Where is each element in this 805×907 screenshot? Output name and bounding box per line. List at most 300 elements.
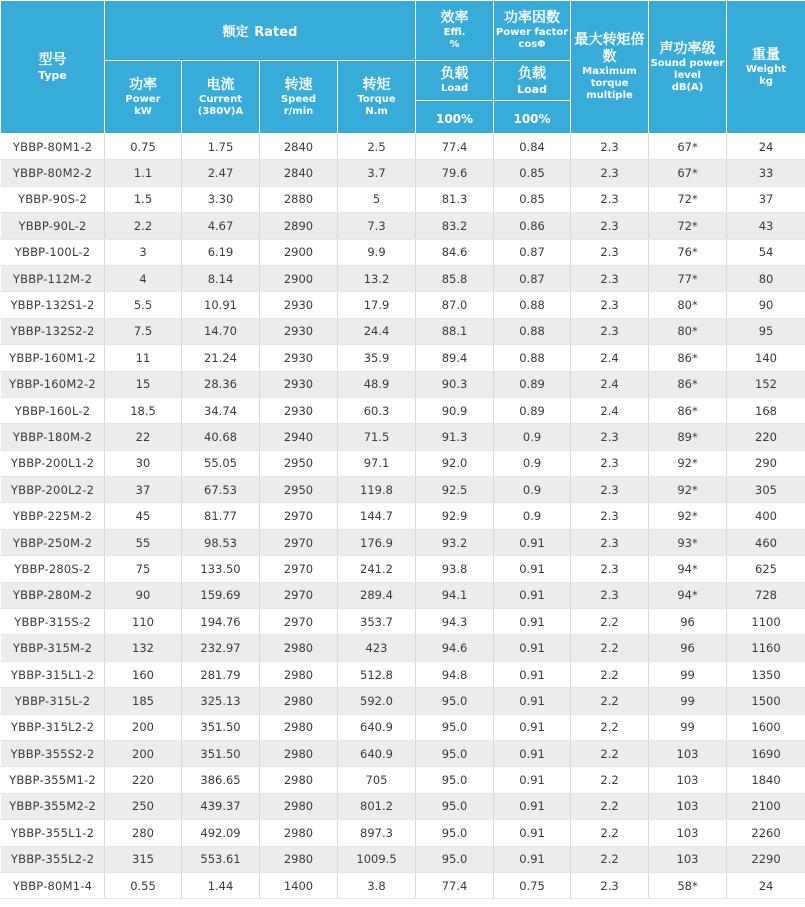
cell-type: YBBP-200L1-2	[1, 450, 105, 476]
cell-torque: 24.4	[338, 318, 416, 344]
cell-power-factor: 0.91	[494, 714, 571, 740]
cell-weight: 2260	[727, 820, 805, 846]
cell-speed: 2970	[260, 529, 338, 555]
cell-speed: 2980	[260, 767, 338, 793]
cell-max-torque: 2.2	[571, 714, 649, 740]
cell-weight: 2100	[727, 793, 805, 819]
header-power: 功率 Power kW	[105, 61, 182, 134]
cell-power-factor: 0.91	[494, 846, 571, 872]
cell-max-torque: 2.3	[571, 424, 649, 450]
cell-torque: 3.7	[338, 160, 416, 186]
cell-speed: 2900	[260, 265, 338, 291]
header-power-factor: 功率因数 Power factor cosΦ	[494, 1, 571, 61]
cell-efficiency: 85.8	[416, 265, 494, 291]
cell-weight: 54	[727, 239, 805, 265]
cell-efficiency: 83.2	[416, 213, 494, 239]
cell-current: 133.50	[182, 556, 260, 582]
cell-sound-power: 92*	[649, 450, 727, 476]
table-row	[1, 503, 805, 529]
cell-torque: 144.7	[338, 503, 416, 529]
cell-weight: 80	[727, 265, 805, 291]
cell-speed: 2970	[260, 556, 338, 582]
cell-current: 194.76	[182, 609, 260, 635]
cell-weight: 1100	[727, 609, 805, 635]
cell-type: YBBP-160L-2	[1, 397, 105, 423]
cell-power: 7.5	[105, 318, 182, 344]
cell-current: 439.37	[182, 793, 260, 819]
cell-speed: 2840	[260, 160, 338, 186]
cell-current: 553.61	[182, 846, 260, 872]
cell-max-torque: 2.4	[571, 397, 649, 423]
cell-current: 98.53	[182, 529, 260, 555]
cell-speed: 2930	[260, 292, 338, 318]
table-row	[1, 767, 805, 793]
table-row	[1, 213, 805, 239]
cell-efficiency: 95.0	[416, 688, 494, 714]
cell-speed: 2980	[260, 661, 338, 687]
cell-speed: 2970	[260, 503, 338, 529]
cell-current: 8.14	[182, 265, 260, 291]
cell-torque: 48.9	[338, 371, 416, 397]
cell-weight: 140	[727, 345, 805, 371]
cell-weight: 460	[727, 529, 805, 555]
cell-weight: 152	[727, 371, 805, 397]
cell-sound-power: 80*	[649, 318, 727, 344]
cell-torque: 119.8	[338, 477, 416, 503]
cell-torque: 5	[338, 186, 416, 212]
cell-efficiency: 92.5	[416, 477, 494, 503]
cell-torque: 7.3	[338, 213, 416, 239]
cell-current: 232.97	[182, 635, 260, 661]
table-row	[1, 556, 805, 582]
cell-speed: 2930	[260, 318, 338, 344]
header-weight: 重量 Weight kg	[727, 1, 805, 134]
cell-type: YBBP-132S1-2	[1, 292, 105, 318]
table-row	[1, 846, 805, 872]
cell-speed: 2970	[260, 582, 338, 608]
cell-sound-power: 72*	[649, 186, 727, 212]
cell-torque: 512.8	[338, 661, 416, 687]
cell-efficiency: 92.0	[416, 450, 494, 476]
cell-efficiency: 95.0	[416, 793, 494, 819]
cell-power: 5.5	[105, 292, 182, 318]
cell-power: 2.2	[105, 213, 182, 239]
cell-efficiency: 87.0	[416, 292, 494, 318]
cell-power-factor: 0.9	[494, 477, 571, 503]
header-pf-load: 负载 Load	[494, 61, 571, 101]
cell-current: 40.68	[182, 424, 260, 450]
table-row	[1, 134, 805, 160]
cell-speed: 2980	[260, 688, 338, 714]
cell-weight: 290	[727, 450, 805, 476]
cell-speed: 2980	[260, 635, 338, 661]
cell-torque: 176.9	[338, 529, 416, 555]
cell-power-factor: 0.91	[494, 688, 571, 714]
cell-weight: 95	[727, 318, 805, 344]
cell-sound-power: 86*	[649, 397, 727, 423]
header-type: 型号 Type	[1, 1, 105, 134]
cell-power: 11	[105, 345, 182, 371]
cell-speed: 2840	[260, 134, 338, 160]
cell-type: YBBP-355L1-2	[1, 820, 105, 846]
cell-sound-power: 92*	[649, 477, 727, 503]
cell-current: 6.19	[182, 239, 260, 265]
table-row	[1, 582, 805, 608]
cell-max-torque: 2.2	[571, 635, 649, 661]
cell-torque: 17.9	[338, 292, 416, 318]
cell-current: 10.91	[182, 292, 260, 318]
cell-current: 386.65	[182, 767, 260, 793]
cell-type: YBBP-355S2-2	[1, 740, 105, 766]
cell-power-factor: 0.91	[494, 582, 571, 608]
cell-efficiency: 95.0	[416, 714, 494, 740]
table-header	[1, 1, 805, 134]
cell-speed: 2930	[260, 397, 338, 423]
cell-current: 159.69	[182, 582, 260, 608]
cell-efficiency: 91.3	[416, 424, 494, 450]
cell-current: 492.09	[182, 820, 260, 846]
cell-torque: 2.5	[338, 134, 416, 160]
cell-weight: 37	[727, 186, 805, 212]
cell-efficiency: 90.9	[416, 397, 494, 423]
cell-weight: 24	[727, 872, 805, 898]
cell-type: YBBP-280S-2	[1, 556, 105, 582]
table-row	[1, 265, 805, 291]
cell-weight: 168	[727, 397, 805, 423]
cell-power: 75	[105, 556, 182, 582]
cell-speed: 2980	[260, 740, 338, 766]
cell-type: YBBP-315M-2	[1, 635, 105, 661]
header-torque: 转矩 Torque N.m	[338, 61, 416, 134]
cell-sound-power: 99	[649, 688, 727, 714]
cell-power: 22	[105, 424, 182, 450]
cell-speed: 2980	[260, 846, 338, 872]
cell-torque: 1009.5	[338, 846, 416, 872]
cell-power-factor: 0.87	[494, 265, 571, 291]
cell-type: YBBP-315L1-2	[1, 661, 105, 687]
cell-efficiency: 95.0	[416, 740, 494, 766]
table-row	[1, 635, 805, 661]
cell-sound-power: 77*	[649, 265, 727, 291]
table-row	[1, 688, 805, 714]
cell-power-factor: 0.84	[494, 134, 571, 160]
cell-speed: 2880	[260, 186, 338, 212]
cell-efficiency: 95.0	[416, 767, 494, 793]
cell-max-torque: 2.3	[571, 213, 649, 239]
cell-current: 1.75	[182, 134, 260, 160]
cell-speed: 2940	[260, 424, 338, 450]
cell-type: YBBP-100L-2	[1, 239, 105, 265]
cell-weight: 625	[727, 556, 805, 582]
cell-max-torque: 2.3	[571, 186, 649, 212]
table-body	[1, 134, 805, 899]
cell-type: YBBP-160M2-2	[1, 371, 105, 397]
cell-max-torque: 2.3	[571, 318, 649, 344]
cell-type: YBBP-225M-2	[1, 503, 105, 529]
cell-type: YBBP-80M1-4	[1, 872, 105, 898]
cell-torque: 897.3	[338, 820, 416, 846]
cell-max-torque: 2.2	[571, 767, 649, 793]
cell-current: 2.47	[182, 160, 260, 186]
cell-power-factor: 0.88	[494, 318, 571, 344]
cell-efficiency: 77.4	[416, 134, 494, 160]
cell-torque: 801.2	[338, 793, 416, 819]
cell-torque: 3.8	[338, 872, 416, 898]
cell-power: 30	[105, 450, 182, 476]
cell-speed: 1400	[260, 872, 338, 898]
cell-sound-power: 86*	[649, 345, 727, 371]
cell-type: YBBP-180M-2	[1, 424, 105, 450]
cell-sound-power: 103	[649, 793, 727, 819]
cell-sound-power: 72*	[649, 213, 727, 239]
cell-torque: 60.3	[338, 397, 416, 423]
cell-power-factor: 0.85	[494, 186, 571, 212]
cell-power-factor: 0.91	[494, 635, 571, 661]
cell-speed: 2900	[260, 239, 338, 265]
cell-power-factor: 0.75	[494, 872, 571, 898]
cell-sound-power: 103	[649, 846, 727, 872]
cell-type: YBBP-280M-2	[1, 582, 105, 608]
cell-power-factor: 0.89	[494, 397, 571, 423]
cell-speed: 2980	[260, 820, 338, 846]
cell-power-factor: 0.86	[494, 213, 571, 239]
cell-type: YBBP-80M1-2	[1, 134, 105, 160]
cell-max-torque: 2.2	[571, 793, 649, 819]
cell-weight: 1840	[727, 767, 805, 793]
cell-power: 90	[105, 582, 182, 608]
table-row	[1, 397, 805, 423]
header-current: 电流 Current (380V)A	[182, 61, 260, 134]
cell-torque: 241.2	[338, 556, 416, 582]
cell-weight: 728	[727, 582, 805, 608]
cell-power: 185	[105, 688, 182, 714]
cell-torque: 9.9	[338, 239, 416, 265]
cell-current: 21.24	[182, 345, 260, 371]
table-row	[1, 529, 805, 555]
cell-torque: 13.2	[338, 265, 416, 291]
cell-sound-power: 76*	[649, 239, 727, 265]
cell-efficiency: 95.0	[416, 820, 494, 846]
cell-torque: 289.4	[338, 582, 416, 608]
cell-torque: 705	[338, 767, 416, 793]
cell-power: 55	[105, 529, 182, 555]
cell-power-factor: 0.91	[494, 609, 571, 635]
cell-efficiency: 94.3	[416, 609, 494, 635]
cell-weight: 1600	[727, 714, 805, 740]
cell-max-torque: 2.4	[571, 371, 649, 397]
cell-sound-power: 58*	[649, 872, 727, 898]
cell-type: YBBP-315L-2	[1, 688, 105, 714]
cell-current: 281.79	[182, 661, 260, 687]
cell-weight: 1350	[727, 661, 805, 687]
cell-current: 4.67	[182, 213, 260, 239]
cell-weight: 305	[727, 477, 805, 503]
cell-efficiency: 88.1	[416, 318, 494, 344]
cell-power: 0.75	[105, 134, 182, 160]
cell-weight: 33	[727, 160, 805, 186]
cell-sound-power: 93*	[649, 529, 727, 555]
table-row	[1, 424, 805, 450]
cell-sound-power: 96	[649, 635, 727, 661]
cell-type: YBBP-90S-2	[1, 186, 105, 212]
cell-max-torque: 2.3	[571, 239, 649, 265]
cell-current: 3.30	[182, 186, 260, 212]
cell-power: 220	[105, 767, 182, 793]
cell-current: 28.36	[182, 371, 260, 397]
cell-torque: 71.5	[338, 424, 416, 450]
cell-max-torque: 2.3	[571, 503, 649, 529]
header-rated: 额定 Rated	[105, 1, 416, 61]
cell-speed: 2930	[260, 371, 338, 397]
cell-power: 110	[105, 609, 182, 635]
header-pf-load-pct: 100%	[494, 101, 571, 134]
table-row	[1, 450, 805, 476]
cell-sound-power: 80*	[649, 292, 727, 318]
header-sound-power: 声功率级 Sound power level dB(A)	[649, 1, 727, 134]
cell-torque: 353.7	[338, 609, 416, 635]
cell-current: 1.44	[182, 872, 260, 898]
cell-max-torque: 2.2	[571, 688, 649, 714]
cell-current: 351.50	[182, 740, 260, 766]
cell-max-torque: 2.3	[571, 529, 649, 555]
cell-power: 315	[105, 846, 182, 872]
cell-type: YBBP-80M2-2	[1, 160, 105, 186]
cell-efficiency: 89.4	[416, 345, 494, 371]
cell-efficiency: 92.9	[416, 503, 494, 529]
cell-type: YBBP-200L2-2	[1, 477, 105, 503]
cell-weight: 1690	[727, 740, 805, 766]
cell-sound-power: 67*	[649, 134, 727, 160]
cell-power-factor: 0.91	[494, 820, 571, 846]
header-eff-load-pct: 100%	[416, 101, 494, 134]
cell-efficiency: 84.6	[416, 239, 494, 265]
cell-max-torque: 2.3	[571, 265, 649, 291]
cell-sound-power: 86*	[649, 371, 727, 397]
cell-current: 34.74	[182, 397, 260, 423]
table-row	[1, 609, 805, 635]
cell-sound-power: 103	[649, 767, 727, 793]
cell-torque: 423	[338, 635, 416, 661]
table-row	[1, 186, 805, 212]
cell-current: 55.05	[182, 450, 260, 476]
cell-power-factor: 0.91	[494, 556, 571, 582]
cell-sound-power: 103	[649, 740, 727, 766]
cell-speed: 2950	[260, 477, 338, 503]
cell-torque: 640.9	[338, 714, 416, 740]
cell-power: 15	[105, 371, 182, 397]
cell-max-torque: 2.2	[571, 609, 649, 635]
cell-sound-power: 94*	[649, 582, 727, 608]
cell-power: 280	[105, 820, 182, 846]
cell-power: 37	[105, 477, 182, 503]
cell-type: YBBP-250M-2	[1, 529, 105, 555]
table-row	[1, 477, 805, 503]
header-speed: 转速 Speed r/min	[260, 61, 338, 134]
cell-speed: 2970	[260, 609, 338, 635]
cell-torque: 35.9	[338, 345, 416, 371]
cell-current: 67.53	[182, 477, 260, 503]
cell-current: 81.77	[182, 503, 260, 529]
cell-max-torque: 2.3	[571, 160, 649, 186]
table-row	[1, 872, 805, 898]
cell-max-torque: 2.2	[571, 661, 649, 687]
cell-efficiency: 79.6	[416, 160, 494, 186]
cell-sound-power: 103	[649, 820, 727, 846]
cell-max-torque: 2.3	[571, 292, 649, 318]
cell-power-factor: 0.85	[494, 160, 571, 186]
cell-current: 351.50	[182, 714, 260, 740]
cell-power-factor: 0.91	[494, 661, 571, 687]
table-row	[1, 740, 805, 766]
cell-weight: 2290	[727, 846, 805, 872]
cell-type: YBBP-355L2-2	[1, 846, 105, 872]
cell-sound-power: 99	[649, 661, 727, 687]
cell-power: 4	[105, 265, 182, 291]
cell-power-factor: 0.89	[494, 371, 571, 397]
cell-power: 160	[105, 661, 182, 687]
header-eff-load: 负载 Load	[416, 61, 494, 101]
header-max-torque: 最大转矩倍数 Maximum torque multiple	[571, 1, 649, 134]
table-row	[1, 292, 805, 318]
cell-weight: 1160	[727, 635, 805, 661]
cell-max-torque: 2.3	[571, 450, 649, 476]
cell-speed: 2980	[260, 714, 338, 740]
cell-current: 14.70	[182, 318, 260, 344]
cell-max-torque: 2.2	[571, 740, 649, 766]
cell-weight: 220	[727, 424, 805, 450]
cell-power-factor: 0.91	[494, 740, 571, 766]
cell-power: 1.5	[105, 186, 182, 212]
cell-speed: 2930	[260, 345, 338, 371]
cell-max-torque: 2.3	[571, 872, 649, 898]
cell-power: 18.5	[105, 397, 182, 423]
cell-power: 45	[105, 503, 182, 529]
cell-efficiency: 93.2	[416, 529, 494, 555]
cell-efficiency: 94.8	[416, 661, 494, 687]
cell-efficiency: 90.3	[416, 371, 494, 397]
cell-weight: 43	[727, 213, 805, 239]
cell-power: 200	[105, 714, 182, 740]
cell-power-factor: 0.9	[494, 424, 571, 450]
cell-torque: 640.9	[338, 740, 416, 766]
table-row	[1, 714, 805, 740]
table-row	[1, 820, 805, 846]
cell-efficiency: 81.3	[416, 186, 494, 212]
table-row	[1, 160, 805, 186]
cell-type: YBBP-355M2-2	[1, 793, 105, 819]
cell-torque: 97.1	[338, 450, 416, 476]
table-row	[1, 793, 805, 819]
cell-torque: 592.0	[338, 688, 416, 714]
cell-type: YBBP-112M-2	[1, 265, 105, 291]
cell-weight: 400	[727, 503, 805, 529]
cell-power-factor: 0.9	[494, 503, 571, 529]
cell-max-torque: 2.2	[571, 846, 649, 872]
cell-efficiency: 94.6	[416, 635, 494, 661]
cell-power: 200	[105, 740, 182, 766]
cell-power: 3	[105, 239, 182, 265]
cell-type: YBBP-160M1-2	[1, 345, 105, 371]
cell-speed: 2980	[260, 793, 338, 819]
table-row	[1, 239, 805, 265]
header-efficiency: 效率 Effi. %	[416, 1, 494, 61]
cell-power-factor: 0.87	[494, 239, 571, 265]
table-row	[1, 661, 805, 687]
cell-type: YBBP-315L2-2	[1, 714, 105, 740]
cell-efficiency: 94.1	[416, 582, 494, 608]
cell-weight: 90	[727, 292, 805, 318]
cell-power-factor: 0.9	[494, 450, 571, 476]
